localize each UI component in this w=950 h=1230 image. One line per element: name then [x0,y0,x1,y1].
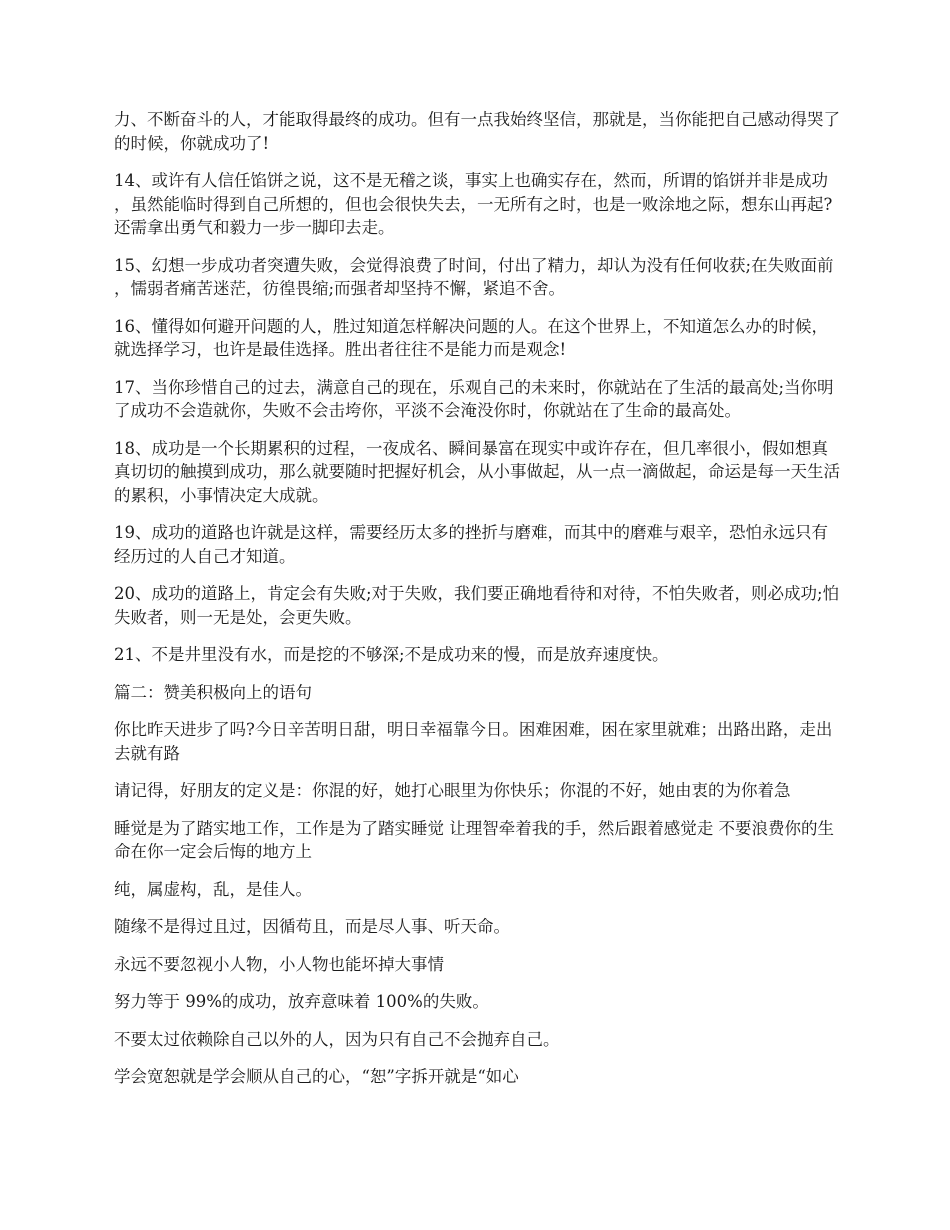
quote-pure: 纯，属虚构，乱，是佳人。 [114,879,312,899]
quote-friend: 请记得，好朋友的定义是：你混的好，她打心眼里为你快乐；你混的不好，她由衷的为你着急 [114,781,791,800]
paragraph-15: 15、幻想一步成功者突遭失败，会觉得浪费了时间，付出了精力，却认为没有任何收获;在失败面前，懦弱者痛苦迷茫，彷徨畏缩;而强者却坚持不懈，紧追不舍。 [114,255,834,298]
paragraph-continued-13: 力、不断奋斗的人，才能取得最终的成功。但有一点我始终坚信，那就是，当你能把自己感动得哭了的时候，你就成功了! [114,110,840,153]
paragraph-17: 17、当你珍惜自己的过去，满意自己的现在，乐观自己的未来时，你就站在了生活的最高处;当你明了成功不会造就你，失败不会击垮你，平淡不会淹没你时，你就站在了生命的最高处。 [114,377,834,420]
quote-effort: 努力等于 99%的成功，放弃意味着 100%的失败。 [114,992,489,1011]
quote-fate: 随缘不是得过且过，因循苟且，而是尽人事、听天命。 [114,917,510,936]
paragraph-19: 19、成功的道路也许就是这样，需要经历太多的挫折与磨难，而其中的磨难与艰辛，恐怕永远只有经历过的人自己才知道。 [114,523,828,566]
quote-reliance: 不要太过依赖除自己以外的人，因为只有自己不会抛弃自己。 [114,1029,560,1049]
quote-small-people: 永远不要忽视小人物，小人物也能坏掉大事情 [114,954,444,974]
document-page [114,108,842,1103]
quote-forgiveness: 学会宽恕就是学会顺从自己的心，“恕”字拆开就是“如心 [114,1067,519,1086]
section-heading: 篇二：赞美积极向上的语句 [114,682,312,702]
paragraph-18: 18、成功是一个长期累积的过程，一夜成名、瞬间暴富在现实中或许存在，但几率很小，假如想真真切切的触摸到成功，那么就要随时把握好机会，从小事做起，从一点一滴做起，命运是每一天生活的累积，小事情决定大成就。 [114,438,840,505]
quote-progress: 你比昨天进步了吗?今日辛苦明日甜，明日幸福靠今日。困难困难，困在家里就难；出路出路，走出去就有路 [114,720,833,763]
paragraph-20: 20、成功的道路上，肯定会有失败;对于失败，我们要正确地看待和对待，不怕失败者，则必成功;怕失败者，则一无是处，会更失败。 [114,584,840,627]
paragraph-21: 21、不是井里没有水，而是挖的不够深;不是成功来的慢，而是放弃速度快。 [114,645,669,664]
paragraph-16: 16、懂得如何避开问题的人，胜过知道怎样解决问题的人。在这个世界上，不知道怎么办的时候，就选择学习，也许是最佳选择。胜出者往往不是能力而是观念! [114,316,828,359]
quote-sleep-work: 睡觉是为了踏实地工作，工作是为了踏实睡觉 让理智牵着我的手，然后跟着感觉走 不要浪费你的生命在你一定会后悔的地方上 [114,818,834,861]
paragraph-14: 14、或许有人信任馅饼之说，这不是无稽之谈，事实上也确实存在，然而，所谓的馅饼并非是成功，虽然能临时得到自己所想的，但也会很快失去，一无所有之时，也是一败涂地之际，想东山再起?还需拿出勇气和毅力一步一脚印去走。 [114,171,833,237]
